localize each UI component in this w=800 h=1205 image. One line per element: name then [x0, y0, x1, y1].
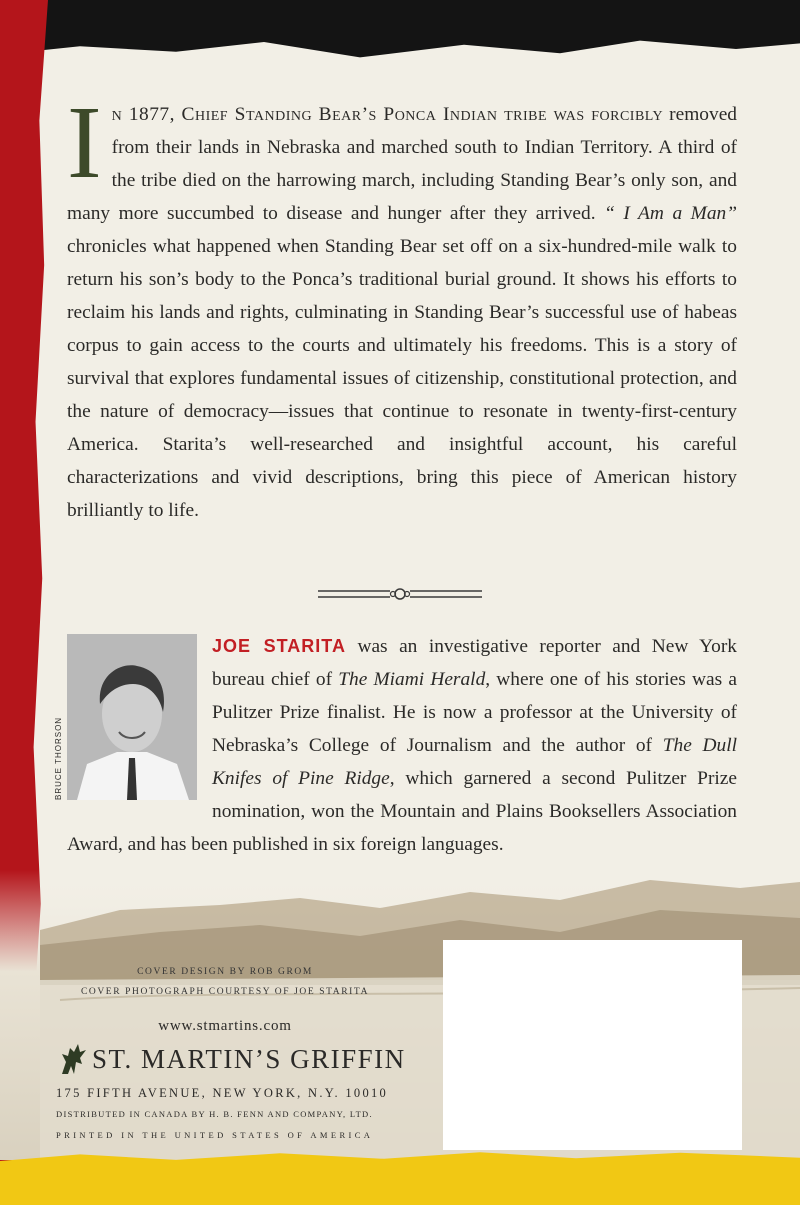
author-bio	[67, 630, 737, 861]
printed-note: PRINTED IN THE UNITED STATES OF AMERICA	[56, 1130, 374, 1140]
publisher-address: 175 FIFTH AVENUE, NEW YORK, N.Y. 10010	[56, 1086, 389, 1100]
cover-photo-credit: COVER PHOTOGRAPH COURTESY OF JOE STARITA	[80, 987, 370, 997]
top-black-brush-band	[0, 0, 800, 70]
bio-text-2: , where one of his stories was a Pulitzer Prize finalist. He is now a professor at the University of Nebraska’s College of Journalism and the author of	[212, 669, 737, 756]
previous-book-title: The Dull Knifes of Pine Ridge	[212, 735, 737, 789]
photo-spacer	[67, 630, 212, 798]
description-text-2: chronicles what happened when Standing Bear set off on a six-hundred-mile walk to return his son’s body to the Ponca’s traditional burial ground. It shows his efforts to reclaim his lands and rights, culminating in Standing Bear’s successful use of habeas corpus to gain access to the courts and ultimately his freedoms. This is a story of survival that explores fundamental issues of citizenship, constitutional protection, and the nature of democracy—issues that continue to resonate in twenty-first-century America. Starita’s well-researched and insightful account, his careful characterizations and vivid descriptions, bring this piece of American history brilliantly to life.	[67, 236, 737, 521]
barcode-area	[443, 940, 742, 1150]
bio-text-3: , which garnered a second Pulitzer Prize nomination, won the Mountain and Plains Booksellers Association Award, and has been published in six foreign languages.	[67, 768, 737, 855]
publisher-website[interactable]: www.stmartins.com	[158, 1018, 292, 1034]
griffin-logo-icon	[56, 1040, 88, 1076]
publisher-name: ST. MARTIN’S GRIFFIN	[92, 1044, 406, 1074]
drop-cap: I	[67, 85, 102, 200]
ornament-divider	[318, 584, 482, 604]
book-title: “ I Am a Man”	[604, 203, 738, 224]
photo-credit: BRUCE THORSON	[54, 716, 63, 800]
description-text-1: removed from their lands in Nebraska and marched south to Indian Territory. A third of the tribe died on the harrowing march, including Standing Bear’s only son, and many more succumbed to disease and hunger after they arrived.	[67, 104, 737, 224]
newspaper-title: The Miami Herald	[338, 669, 486, 690]
bottom-yellow-brush-band	[0, 1150, 800, 1205]
bio-text-1: was an investigative reporter and New York bureau chief of	[212, 636, 737, 690]
book-description	[67, 85, 738, 527]
distribution-note: DISTRIBUTED IN CANADA BY H. B. FENN AND COMPANY, LTD.	[56, 1109, 373, 1119]
cover-design-credit: COVER DESIGN BY ROB GROM	[137, 967, 313, 977]
description-lead-in: n 1877, Chief Standing Bear’s Ponca Indian tribe was forcibly	[111, 104, 664, 125]
author-name: JOE STARITA	[212, 636, 346, 656]
